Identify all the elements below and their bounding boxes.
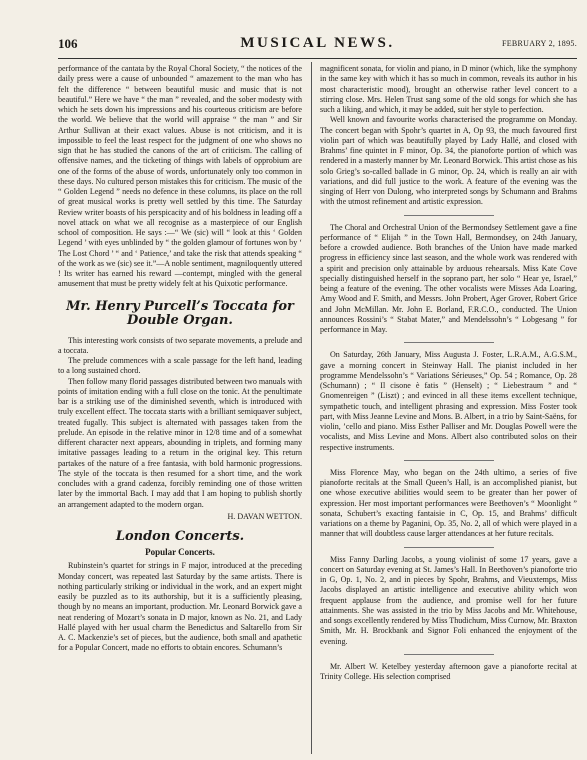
article-paragraph: This interesting work consists of two separate movements, a prelude and a toccata. [58,335,302,355]
article-paragraph: Then follow many florid passages distributed between two manuals with points of imitation ending with a full close on the tonic. At the penultimate bar is a striking use of the diminished seventh, which is introduced with truly excellent effect. The toccata starts with a brilliant semiquaver subject, treated fugally. This subject is alternated with passages taken from the prelude. An episode in the relative minor in 12/8 time and of a somewhat different character next appears, abounding in triplets, and forming many imitative passages leading to a return in the original key. This return partakes of the nature of a free fantasia, with bold harmonic progressions. The style of the toccata is then resumed for a short time, and the work concludes with a grand cadenza, forcibly reminding one of those written later by the immortal Bach. I may add that I am hoping to publish shortly an arrangement adapted to the modern organ. [58,376,302,509]
column-divider [311,62,312,754]
subheading: Popular Concerts. [145,547,215,557]
page-number: 106 [58,36,78,51]
article-paragraph: Rubinstein’s quartet for strings in F major, introduced at the preceding Monday concert, was repeated last Saturday by the same artists. There is nothing particularly striking or individual in the work, and an expert might easily be puzzled as to its authorship, but it is a sufficiently pleasing, though by no means an important, production. Mr. Leonard Borwick gave a neat rendering of Mozart’s sonata in D major, known as No. 21, and Lady Hallé played with her usual charm the Benedictus and Saltarello from Sir A. C. Mackenzie’s set of pieces, but the audience, both small and apathetic for a Popular Concert, made no efforts to obtain encores. Schumann’s [58,561,302,653]
separator-rule [404,654,494,655]
heading-line: Double Organ. [127,312,233,328]
section-heading-toccata [58,300,302,328]
article-paragraph: On Saturday, 26th January, Miss Augusta J. Foster, L.R.A.M., A.G.S.M., gave a morning concert in Steinway Hall. The pianist included in her programme Mendelssohn’s “ Variations Sérieuses,” Op. 54 ; Romance, Op. 28 (Schumann) ; “ Il cisone è fatis ” (Henselt) ; “ Liebestraum ” and “ Gnomenreigen ” (Liszt) ; and evinced in all these items excellent technique, sympathetic touch, and intelligent phrasing and expression. Miss Foster took part, with Miss Jeanne Levine and Mons. B. Albert, in a trio by Saint-Saëns, for violin, ’cello and piano. Miss Esther Palliser and Mr. Douglas Powell were the vocalists, and Miss Levine and Mons. Albert also contributed solos on their respective instruments. [320,350,577,452]
article-paragraph: Miss Fanny Darling Jacobs, a young violinist of some 17 years, gave a concert on Saturday evening at St. James’s Hall. In Beethoven’s pianoforte trio in G, Op. 1, No. 2, and in pieces by Spohr, Brahms, and Vieuxtemps, Miss Jacobs displayed an artistic intelligence and executive ability which won frequent applause from the audience, and promise well for her future attainments. She was assisted in the trio by Miss Jacobs and Mr. Whitehouse, and songs excellently rendered by Miss Thudichum, Miss Curnow, Mr. Braxton Smith, Mr. H. Brockbank and Signor Foli enhanced the enjoyment of the evening. [320,554,577,646]
article-paragraph: The prelude commences with a scale passage for the left hand, leading to a long sustained chord. [58,356,302,376]
article-paragraph: The Choral and Orchestral Union of the Bermondsey Settlement gave a fine performance of “ Elijah ” in the Town Hall, Bermondsey, on 24th January, before a crowded audience. Both branches of the Union have made marked progress in efficiency since last season, and the whole work was rendered with a spirit and precision only attainable by arduous rehearsals. Miss Kate Cove specially distinguished herself in the soprano part, her solo “ Hear ye, Israel,” being a feature of the evening. The other vocalists were Misses Ada Loaring, Amy Wood and F. Smith, and Messrs. John Probert, Ager Grover, Robert Grice and John McMillan. Mr. John E. Borland, F.R.C.O., conducted. The Union announces Rossini’s “ Stabat Mater,” and Mendelssohn’s “ Lobgesang ” for performance in May. [320,222,577,334]
issue-date: FEBRUARY 2, 1895. [501,39,577,48]
article-paragraph: Miss Florence May, who began on the 24th ultimo, a series of five pianoforte recitals at the Small Queen’s Hall, is an accomplished pianist, but one whose executive abilities would seem to be greater than her power of expression. Her most important performances were Beethoven’s “ Moonlight ” sonata, Schubert’s exacting fantaisie in C, Op. 15, and Brahms’ difficult variations on a theme by Paganini, Op. 35, No. 2, all of which were played in a manner that will doubtless cause larger attendances at her future recitals. [320,467,577,539]
separator-rule [404,547,494,548]
article-paragraph: performance of the cantata by the Royal Choral Society, “ the notices of the daily press were a cause of unbounded “ amazement to the man who has felt the difference “ between beautiful music and music that is not beautiful.” Here we have “ the man ” revealed, and the sober modesty with which he sets down his impressions and his courteous criticism are before the world. We believe that the world will appraise “ the man ” and Sir Arthur Sullivan at their exact values. Abuse is not criticism, and it is impossible to feel the least respect for the judgment of one who shows no sign that he has studied the canons of the art of criticism. The calling of offensive names, and the ticketing of things with labels of opprobium are one of the forms of the abuse of words, unfortunately only too common in these days. No cultured person mistakes this for criticism. The music of the “ Golden Legend ” needs no defence in these columns, its place on the roll of great musical works is pretty well settled by this time. The Saturday Review writer boasts of his perspicacity and of his boldness in leading off a novel attack on what we all recognise as a masterpiece of our English school of composition. He says :—“ We (sic) will “ look at this ‘ Golden Legend ’ with eyes unblinded by “ the golden glamour of fortunes won by ‘ The Lost Chord ’ “ and ‘ Patience,’ and take the risk that attends speaking “ of the work as we (sic) see it.”—A noble sentiment, magniloquently uttered ! Its writer has earned his reward —contempt, mingled with the general amusement that must be pretty widely felt at his Quixotic performance. [58,64,302,289]
article-paragraph: Well known and favourite works characterised the programme on Monday. The concert began with Spohr’s quartet in A, Op 93, the much favoured first violin part of which was beautifully played by Lady Hallé, and closed with Brahms’ fine quintet in F minor, Op. 34, the pianoforte portion of which was rendered in a masterly manner by Mr. Leonard Borwick. This artist chose as his solo Grieg’s so-called ballade in G minor, Op. 24, which is really an air with variations, and did full justice to the work. A feature of the evening was the singing of Herr von Dulong, who interpreted songs by Schumann and Brahms with the utmost refinement and artistic expression. [320,115,577,207]
publication-title: MUSICAL NEWS. [240,35,395,51]
separator-rule [404,342,494,343]
separator-rule [404,215,494,216]
article-paragraph: magnificent sonata, for violin and piano, in D minor (which, like the symphony in the same key with which it has so much in common, reveals its author in his most characteristic mood), brought an otherwise rather level concert to a stirring close. Mrs. Helen Trust sang some of the old songs for which she has such a liking, and which, it may be added, suit her style to perfection. [320,64,577,114]
left-column [58,64,302,654]
author-signature: H. DAVAN WETTON. [227,511,302,521]
header-rule [58,58,577,59]
heading-line: Mr. Henry Purcell’s Toccata for [66,298,294,314]
separator-rule [404,460,494,461]
right-column [320,64,577,682]
section-heading-london-concerts: London Concerts. [115,529,245,544]
page-header [58,36,577,54]
article-paragraph: Mr. Albert W. Ketelbey yesterday afternoon gave a pianoforte recital at Trinity College. His selection comprised [320,661,577,681]
